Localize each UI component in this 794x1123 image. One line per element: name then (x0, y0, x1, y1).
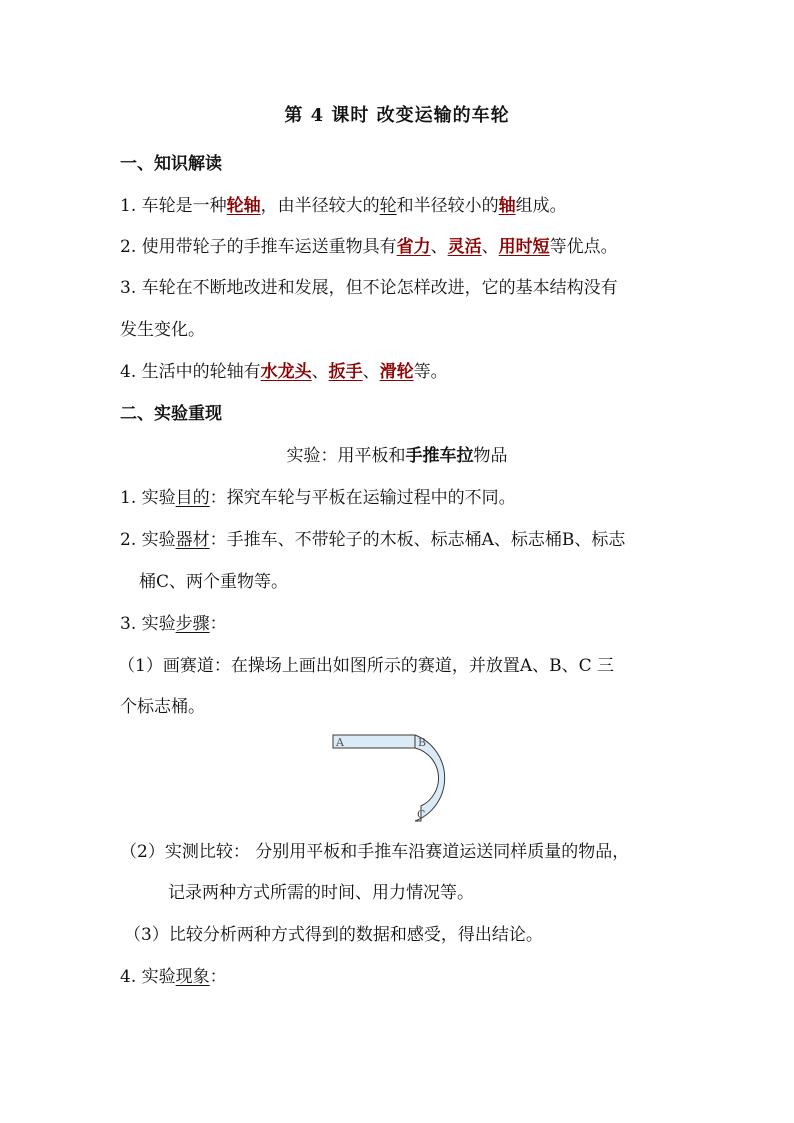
text: 物品 (473, 446, 508, 466)
answer: 轮 (379, 196, 397, 216)
text: 实验：用平板和 (286, 446, 406, 466)
text: 组成。 (515, 196, 567, 216)
answer: 扳手 (328, 362, 363, 382)
step-2-cont: 记录两种方式所需的时间、用力情况等。 (168, 883, 474, 903)
knowledge-item-2 (120, 235, 618, 259)
text: 和半径较小的 (396, 196, 499, 216)
text: 2. 实验 (120, 530, 176, 550)
label-a: A (336, 736, 344, 749)
knowledge-item-3: 3. 车轮在不断地改进和发展，但不论怎样改进，它的基本结构没有 (120, 278, 618, 298)
text: ： (209, 614, 227, 634)
answer: 滑轮 (379, 362, 414, 382)
text: 、 (362, 362, 380, 382)
label-b: B (418, 736, 427, 749)
text: 、 (481, 237, 499, 257)
answer: 轮轴 (226, 196, 261, 216)
text: 3. 实验 (120, 614, 176, 634)
answer: 水龙头 (260, 362, 312, 382)
text: 目的 (175, 488, 210, 508)
experiment-title (0, 444, 794, 468)
answer: 轴 (498, 196, 516, 216)
track-shape (333, 735, 445, 821)
step-2: （2）实测比较： 分别用平板和手推车沿赛道运送同样质量的物品， (120, 842, 630, 862)
text: 1. 实验 (120, 488, 176, 508)
experiment-phenomenon (120, 965, 227, 989)
section-1-heading: 一、知识解读 (120, 154, 222, 174)
text: 、 (311, 362, 329, 382)
text: 、 (430, 237, 448, 257)
text: ：手推车、不带轮子的木板、标志桶A、标志桶B、标志 (209, 530, 626, 550)
answer: 灵活 (447, 237, 482, 257)
answer: 用时短 (498, 237, 550, 257)
text: ： (209, 967, 227, 987)
knowledge-item-3-cont: 发生变化。 (120, 320, 205, 340)
text: 1. 车轮是一种 (120, 196, 227, 216)
step-1: （1）画赛道：在操场上画出如图所示的赛道，并放置A、B、C 三 (118, 656, 614, 676)
knowledge-item-4 (120, 360, 448, 384)
answer: 省力 (396, 237, 431, 257)
page-title: 第 4 课时 改变运输的车轮 (284, 105, 510, 126)
section-2-heading: 二、实验重现 (120, 404, 222, 424)
text: 等。 (413, 362, 448, 382)
experiment-steps (120, 612, 227, 636)
label-c: C (417, 808, 426, 821)
track-diagram (330, 732, 466, 824)
knowledge-item-1 (120, 194, 567, 218)
text: 4. 生活中的轮轴有 (120, 362, 261, 382)
text: ：探究车轮与平板在运输过程中的不同。 (209, 488, 516, 508)
step-3: （3）比较分析两种方式得到的数据和感受，得出结论。 (124, 925, 543, 945)
text: 器材 (175, 530, 210, 550)
text: 现象 (175, 967, 210, 987)
experiment-purpose (120, 486, 516, 510)
text: 4. 实验 (120, 967, 176, 987)
experiment-materials (120, 528, 625, 552)
text: ，由半径较大的 (260, 196, 380, 216)
text: 等优点。 (549, 237, 618, 257)
experiment-materials-cont: 桶C、两个重物等。 (139, 572, 289, 592)
text: 手推车拉 (405, 446, 474, 466)
text: 步骤 (175, 614, 210, 634)
text: 2. 使用带轮子的手推车运送重物具有 (120, 237, 397, 257)
step-1-cont: 个标志桶。 (120, 697, 205, 717)
